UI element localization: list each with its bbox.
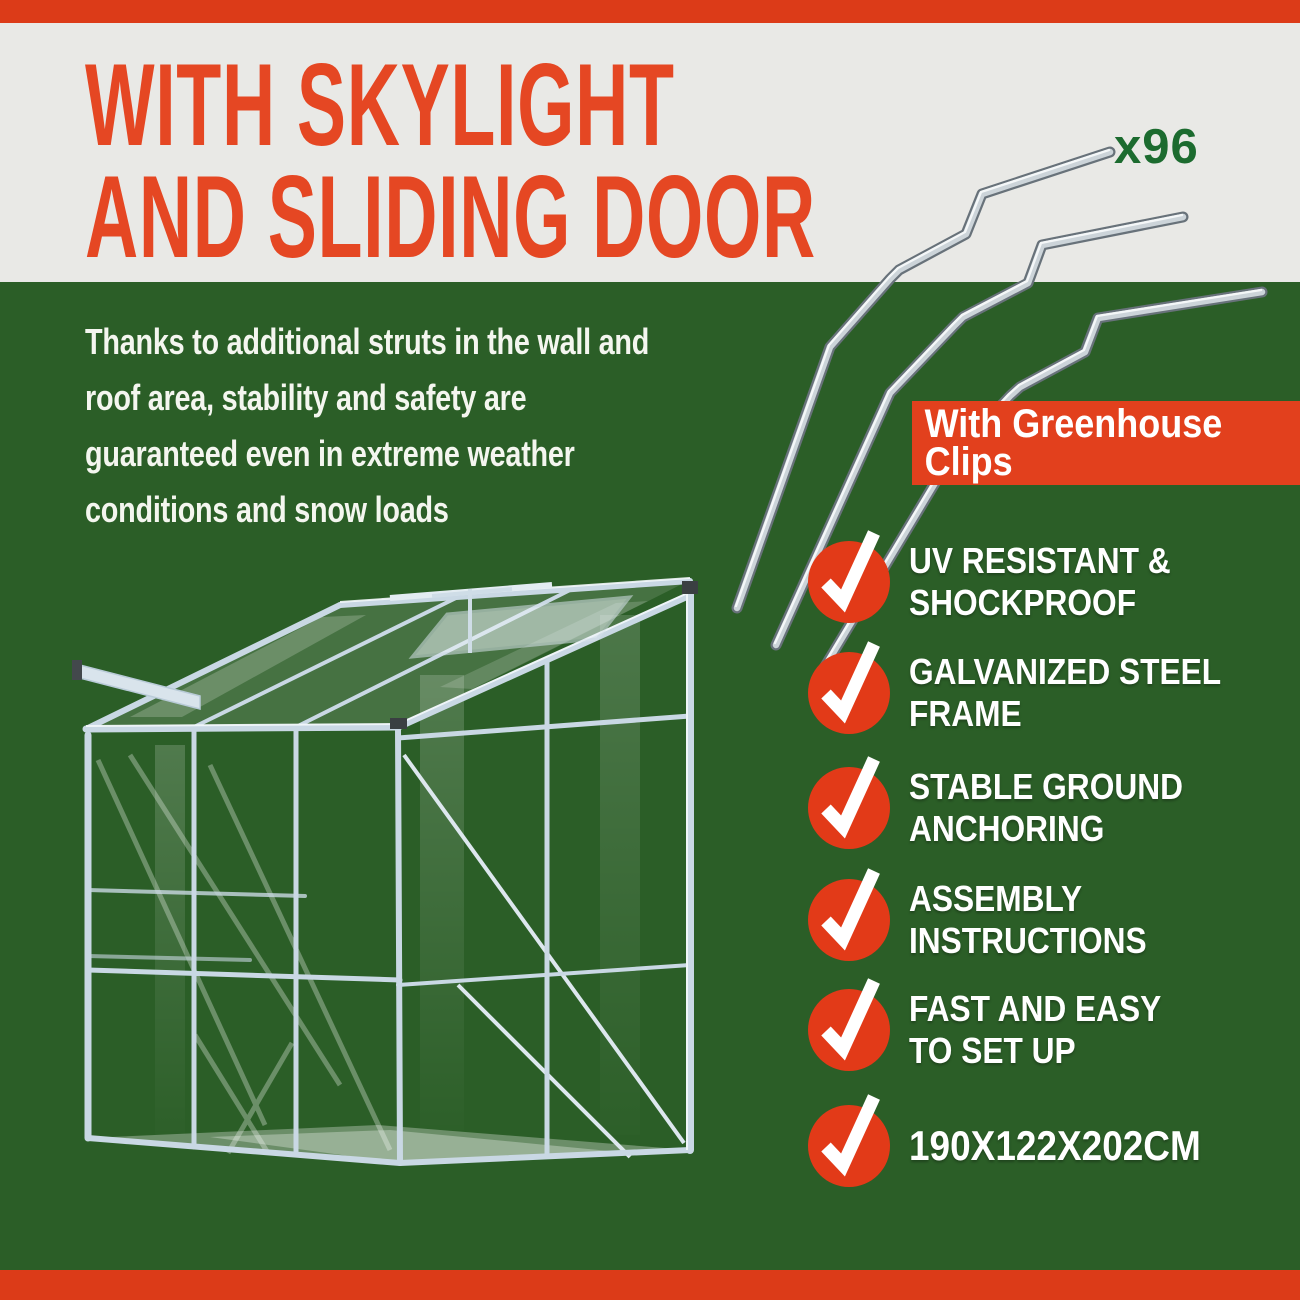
feature-item (807, 766, 1220, 850)
clips-badge-line-2: Clips (924, 440, 1013, 484)
clips-quantity-label: x96 (1114, 120, 1199, 174)
feature-item (807, 651, 1264, 735)
feature-item (807, 988, 1196, 1072)
title-line-1: WITH SKYLIGHT (85, 39, 675, 170)
clips-badge (912, 401, 1300, 485)
glass-reflections (98, 755, 390, 1153)
feature-label: GALVANIZED STEEL FRAME (909, 651, 1222, 734)
feature-label: FAST AND EASY TO SET UP (909, 988, 1162, 1071)
check-icon (807, 988, 891, 1072)
clips-badge-line-1: With Greenhouse (924, 402, 1223, 446)
description-text: Thanks to additional struts in the wall and roof area, stability and safety are guaranteed even in extreme weather conditions and snow loads (85, 321, 650, 530)
check-icon (807, 878, 891, 962)
top-accent-bar (0, 0, 1300, 23)
feature-label: 190X122X202CM (909, 1122, 1201, 1169)
feature-item-dimensions (807, 1104, 1241, 1188)
title-line-2: AND SLIDING DOOR (85, 151, 816, 282)
feature-item (807, 878, 1179, 962)
check-icon (807, 1104, 891, 1188)
check-icon (807, 540, 891, 624)
feature-list (807, 526, 1287, 1226)
greenhouse-illustration (60, 565, 720, 1205)
bottom-accent-bar (0, 1270, 1300, 1300)
check-icon (807, 766, 891, 850)
feature-label: STABLE GROUND ANCHORING (909, 766, 1183, 849)
feature-label: ASSEMBLY INSTRUCTIONS (909, 878, 1147, 961)
feature-item (807, 540, 1206, 624)
feature-label: UV RESISTANT & SHOCKPROOF (909, 540, 1171, 623)
check-icon (807, 651, 891, 735)
clips-badge-text (912, 401, 1261, 484)
